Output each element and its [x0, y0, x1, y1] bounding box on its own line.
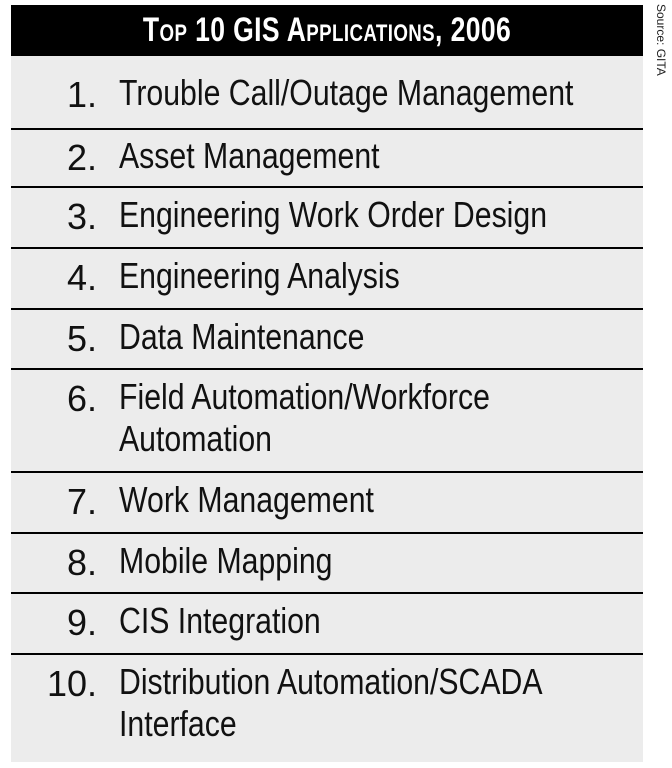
table-row	[11, 534, 643, 594]
rank-number: 8.	[66, 542, 97, 583]
application-name: Work Management	[119, 479, 374, 520]
table-row	[11, 310, 643, 370]
rank-number: 4.	[66, 257, 97, 298]
application-name-continued: Interface	[119, 703, 237, 744]
application-name: Trouble Call/Outage Management	[119, 72, 574, 113]
rank-number: 9.	[66, 602, 97, 643]
table-row	[11, 188, 643, 249]
table-row	[11, 130, 643, 188]
rank-number: 1.	[66, 74, 97, 115]
gis-applications-table	[11, 5, 643, 762]
application-name: Engineering Work Order Design	[119, 194, 548, 235]
rank-number: 7.	[66, 481, 97, 522]
application-name: Mobile Mapping	[119, 540, 333, 581]
rank-number: 6.	[66, 378, 97, 419]
source-credit: Source: GITA	[654, 4, 668, 76]
table-row	[11, 473, 643, 534]
table-title: Top 10 GIS Applications, 2006	[142, 11, 512, 49]
table-row	[11, 370, 643, 473]
application-name: Asset Management	[119, 135, 380, 176]
application-name: Engineering Analysis	[119, 255, 400, 296]
title-bar	[11, 5, 643, 56]
application-name: Distribution Automation/SCADA	[119, 661, 543, 702]
rank-number: 3.	[66, 196, 97, 237]
table-row	[11, 249, 643, 310]
table-row	[11, 655, 643, 762]
application-name: Data Maintenance	[119, 316, 365, 357]
application-name: Field Automation/Workforce	[119, 376, 490, 417]
application-name: CIS Integration	[119, 600, 321, 641]
rank-number: 5.	[66, 318, 97, 359]
table-row	[11, 63, 643, 130]
application-name-continued: Automation	[119, 418, 272, 459]
rank-number: 10.	[46, 663, 97, 704]
table-row	[11, 594, 643, 655]
rank-number: 2.	[66, 137, 97, 178]
